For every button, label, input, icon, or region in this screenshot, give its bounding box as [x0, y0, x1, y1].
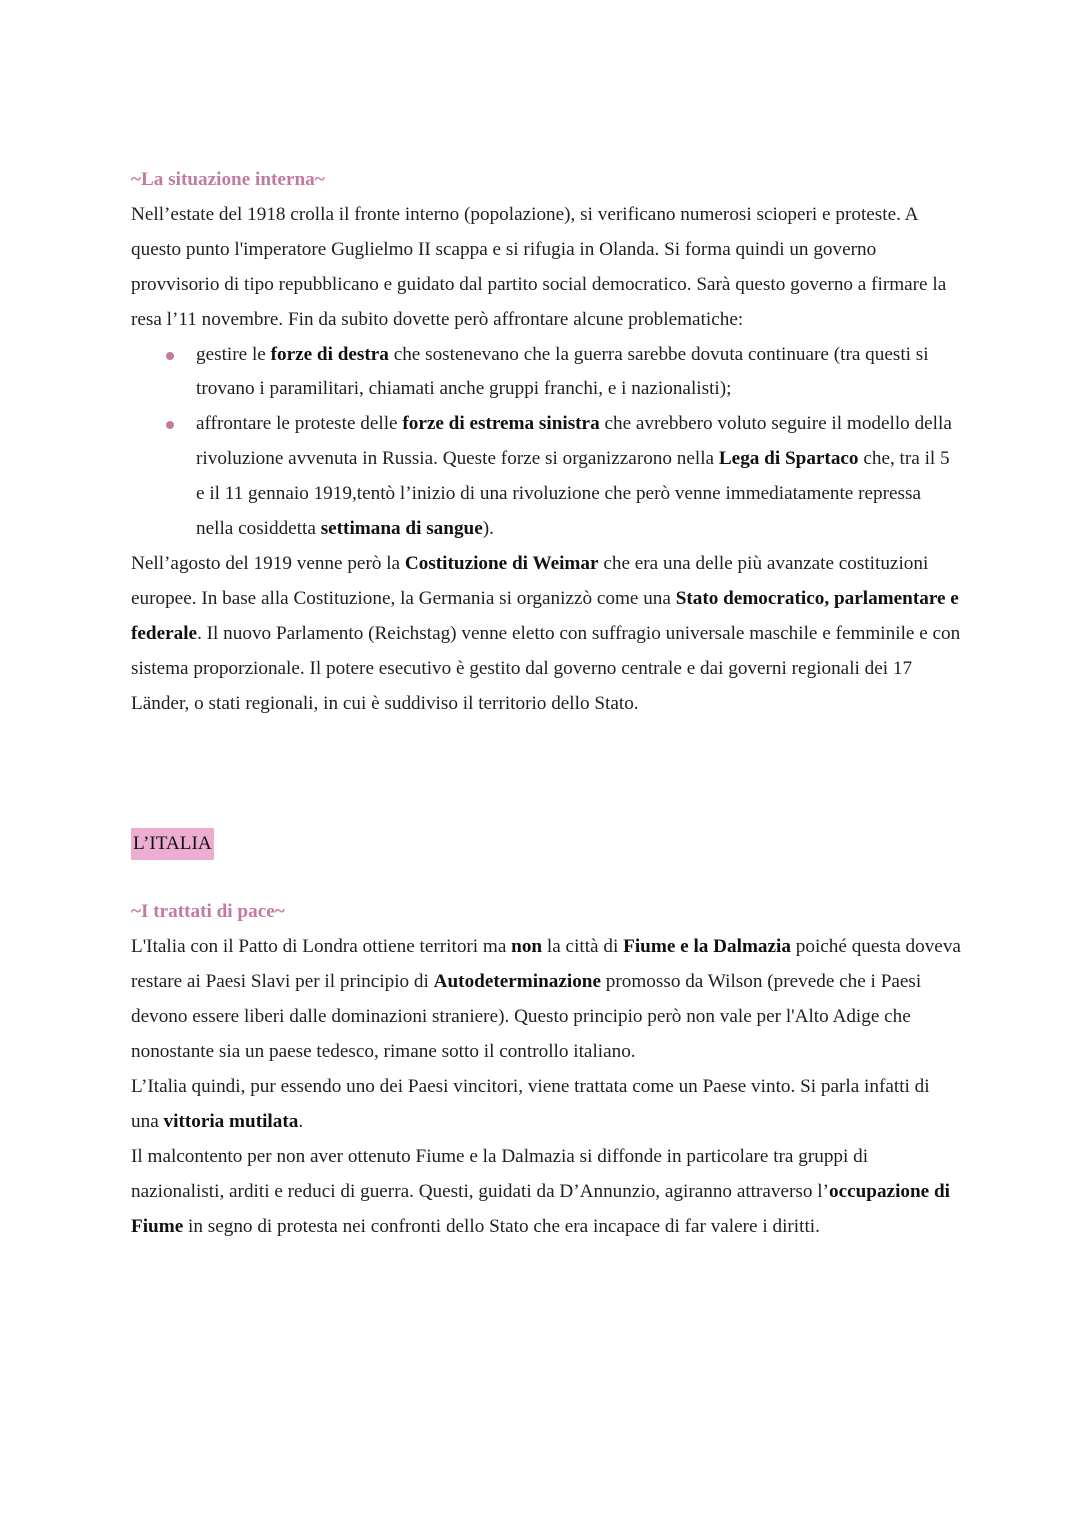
- text-run: promosso da Wilson (prevede che i Paesi devono essere liberi dalle dominazioni straniere). Questo principio però non vale per l'Alto Adige che nonostante sia un paese tedesco, rimane sotto il controllo italiano.: [131, 971, 922, 1063]
- text-run: la città di: [542, 936, 624, 958]
- bullet-text: [196, 344, 929, 400]
- paragraph-costituzione-weimar: [131, 547, 961, 722]
- text-run: L'Italia con il Patto di Londra ottiene territori ma: [131, 936, 512, 958]
- bold-text-run: settimana di sangue: [320, 518, 483, 540]
- text-run: gestire le: [196, 343, 271, 365]
- bold-text-run: Fiume e la Dalmazia: [623, 936, 791, 958]
- text-run: ).: [482, 518, 494, 540]
- text-run: che sostenevano che la guerra sarebbe dovuta continuare (tra questi si trovano i paramilitari, chiamati anche gruppi franchi, e i nazionalisti);: [196, 343, 929, 400]
- section-subheading-situazione-interna: ~La situazione interna~: [131, 169, 325, 190]
- paragraph-patto-londra: [131, 930, 961, 1070]
- bullet-dot-icon: [166, 352, 174, 360]
- text-run: in segno di protesta nei confronti dello Stato che era incapace di far valere i diritti.: [183, 1215, 820, 1237]
- bold-text-run: occupazione di Fiume: [131, 1180, 950, 1237]
- text-run: che avrebbero voluto seguire il modello della rivoluzione avvenuta in Russia. Queste forze si organizzarono nella: [196, 413, 952, 470]
- section-title-italia: L’ITALIA: [131, 828, 214, 860]
- bold-text-run: Stato democratico, parlamentare e federale: [131, 587, 959, 644]
- text-run: poiché questa doveva restare ai Paesi Slavi per il principio di: [131, 936, 961, 993]
- paragraph-fronte-interno: [131, 198, 961, 338]
- document-page: [131, 163, 961, 1244]
- text-run: Nell’agosto del 1919 venne però la: [131, 552, 405, 574]
- section-subheading-trattati-pace: ~I trattati di pace~: [131, 901, 285, 923]
- section-title-italia-wrapper: [131, 827, 961, 862]
- bold-text-run: forze di estrema sinistra: [402, 413, 600, 435]
- bullet-list-problematiche: [131, 338, 961, 547]
- paragraph-vittoria-mutilata: [131, 1070, 961, 1140]
- text-run: L’Italia quindi, pur essendo uno dei Paesi vincitori, viene trattata come un Paese vinto. Si parla infatti di una: [131, 1075, 930, 1132]
- bold-text-run: Lega di Spartaco: [718, 448, 859, 470]
- text-run: .: [298, 1110, 304, 1132]
- bold-text-run: Autodeterminazione: [433, 971, 601, 993]
- bullet-text: [196, 413, 952, 539]
- text-run: che era una delle più avanzate costituzioni europee. In base alla Costituzione, la Germania si organizzò come una: [131, 552, 929, 609]
- bold-text-run: vittoria mutilata: [163, 1110, 299, 1132]
- text-run: che, tra il 5 e il 11 gennaio 1919,tentò l’inizio di una rivoluzione che però venne immediatamente repressa nella cosiddetta: [196, 448, 950, 540]
- text-run: . Il nuovo Parlamento (Reichstag) venne eletto con suffragio universale maschile e femminile e con sistema proporzionale. Il potere esecutivo è gestito dal governo centrale e dai governi regionali dei 17 Länder, o stati regionali, in cui è suddiviso il territorio dello Stato.: [131, 622, 961, 714]
- bullet-item-forze-sinistra: [196, 407, 961, 547]
- text-run: affrontare le proteste delle: [196, 413, 403, 435]
- bold-text-run: forze di destra: [270, 343, 389, 365]
- bullet-item-forze-destra: [196, 338, 961, 408]
- bold-text-run: Costituzione di Weimar: [404, 552, 599, 574]
- text-run: Il malcontento per non aver ottenuto Fiume e la Dalmazia si diffonde in particolare tra gruppi di nazionalisti, arditi e reduci di guerra. Questi, guidati da D’Annunzio, agiranno attraverso l’: [131, 1145, 869, 1202]
- paragraph-occupazione-fiume: [131, 1140, 961, 1245]
- text-run: Nell’estate del 1918 crolla il fronte interno (popolazione), si verificano numerosi scioperi e proteste. A questo punto l'imperatore Guglielmo II scappa e si rifugia in Olanda. Si forma quindi un governo provvisorio di tipo repubblicano e guidato dal partito social democratico. Sarà questo governo a firmare la resa l’11 novembre. Fin da subito dovette però affrontare alcune problematiche:: [131, 203, 947, 330]
- bold-text-run: non: [511, 936, 543, 958]
- bullet-dot-icon: [166, 421, 174, 429]
